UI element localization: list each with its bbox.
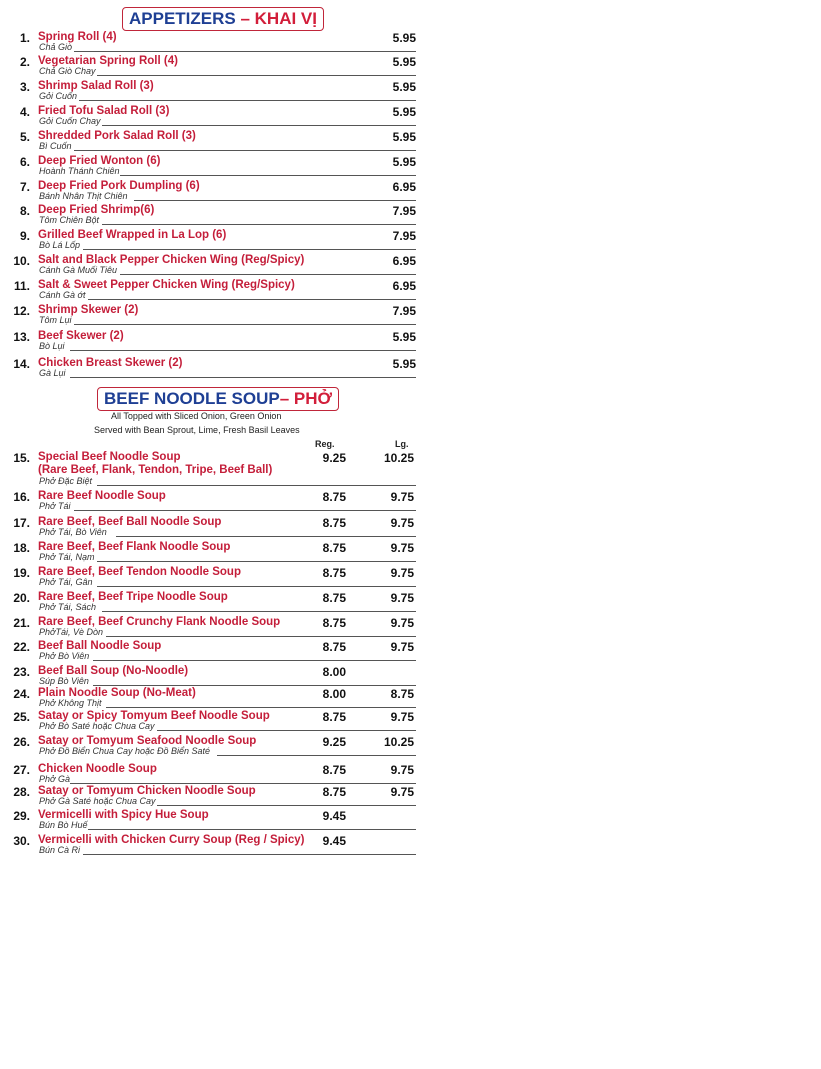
item-number: 14. [13, 357, 30, 371]
item-number: 6. [19, 155, 30, 169]
item-divider [97, 586, 416, 587]
item-vietnamese-name: Bò Lụi [39, 341, 65, 351]
item-vietnamese-name: Phở Đồ Biển Chua Cay hoặc Đồ Biển Saté [39, 746, 211, 756]
item-vietnamese-name: Phở Đặc Biệt [39, 476, 92, 486]
item-price: 7.95 [392, 229, 416, 243]
item-price: 5.95 [392, 80, 416, 94]
appetizers-title-sep: – [235, 9, 255, 28]
item-price-reg: 8.75 [322, 591, 346, 605]
item-vietnamese-name: Gỏi Cuốn [39, 91, 78, 101]
item-name: Fried Tofu Salad Roll (3) [38, 105, 170, 117]
pho-item [8, 516, 418, 540]
item-name: Deep Fried Pork Dumpling (6) [38, 180, 200, 192]
item-price-reg: 8.75 [322, 763, 346, 777]
item-name: Shrimp Skewer (2) [38, 304, 139, 316]
appetizer-item [8, 55, 418, 79]
item-price: 5.95 [392, 155, 416, 169]
appetizer-item [8, 80, 418, 104]
pho-item [8, 566, 418, 590]
item-number: 30. [13, 834, 30, 848]
item-number: 19. [13, 566, 30, 580]
item-divider [79, 100, 416, 101]
item-price: 6.95 [392, 180, 416, 194]
item-price: 5.95 [392, 55, 416, 69]
appetizer-item [8, 105, 418, 129]
item-number: 2. [19, 55, 30, 69]
item-number: 24. [13, 687, 30, 701]
pho-item [8, 640, 418, 664]
item-price-reg: 9.25 [322, 735, 346, 749]
item-vietnamese-name: PhởTái, Vè Dòn [39, 627, 103, 637]
item-vietnamese-name: Cánh Gà Muối Tiêu [39, 265, 117, 275]
item-divider [116, 536, 416, 537]
item-price-lg: 9.75 [390, 640, 414, 654]
item-name: Vermicelli with Chicken Curry Soup (Reg / Spicy) [38, 834, 305, 846]
item-price-lg: 10.25 [383, 451, 414, 465]
pho-item [8, 616, 418, 640]
item-number: 29. [13, 809, 30, 823]
appetizers-title-alt: KHAI VỊ [254, 9, 317, 28]
item-vietnamese-name: Phở Không Thịt [39, 698, 102, 708]
item-number: 8. [19, 204, 30, 218]
item-price-reg: 8.75 [322, 541, 346, 555]
pho-col-reg: Reg. [315, 439, 335, 449]
item-name-detail: (Rare Beef, Flank, Tendon, Tripe, Beef Ball) [38, 464, 273, 476]
item-vietnamese-name: Bún Bò Huế [39, 820, 88, 830]
item-vietnamese-name: Phở Gà Saté hoặc Chua Cay [39, 796, 156, 806]
pho-item [8, 541, 418, 565]
item-price-reg: 8.75 [322, 710, 346, 724]
item-vietnamese-name: Phở Tái, Sách [39, 602, 96, 612]
item-vietnamese-name: Gà Lụi [39, 368, 66, 378]
item-price-lg: 8.75 [390, 687, 414, 701]
appetizer-item [8, 330, 418, 354]
appetizer-item [8, 31, 418, 55]
item-price: 5.95 [392, 357, 416, 371]
item-number: 12. [13, 304, 30, 318]
item-price-lg: 9.75 [390, 516, 414, 530]
item-divider [83, 249, 416, 250]
pho-item [8, 710, 418, 734]
item-name: Rare Beef, Beef Crunchy Flank Noodle Soup [38, 616, 281, 628]
item-divider [70, 350, 416, 351]
item-number: 11. [13, 279, 30, 293]
item-price-lg: 10.25 [383, 735, 414, 749]
item-number: 3. [19, 80, 30, 94]
item-name: Shrimp Salad Roll (3) [38, 80, 154, 92]
item-price: 6.95 [392, 254, 416, 268]
item-name: Satay or Spicy Tomyum Beef Noodle Soup [38, 710, 270, 722]
item-name: Spring Roll (4) [38, 31, 117, 43]
item-name: Special Beef Noodle Soup [38, 451, 181, 463]
item-number: 20. [13, 591, 30, 605]
item-number: 27. [13, 763, 30, 777]
item-price-lg: 9.75 [390, 710, 414, 724]
item-number: 9. [19, 229, 30, 243]
item-price-reg: 8.75 [322, 785, 346, 799]
appetizer-item [8, 130, 418, 154]
item-vietnamese-name: Bún Cà Ri [39, 845, 81, 855]
item-price-reg: 9.25 [322, 451, 346, 465]
item-price-reg: 8.75 [322, 566, 346, 580]
pho-item [8, 763, 418, 787]
item-price-lg: 9.75 [390, 490, 414, 504]
item-divider [70, 783, 416, 784]
appetizer-item [8, 279, 418, 303]
pho-title-alt: PHỞ [293, 389, 332, 408]
item-number: 1. [19, 31, 30, 45]
item-vietnamese-name: Phở Bò Viên [39, 651, 90, 661]
item-name: Beef Skewer (2) [38, 330, 124, 342]
item-name: Chicken Noodle Soup [38, 763, 157, 775]
item-number: 28. [13, 785, 30, 799]
item-price: 7.95 [392, 304, 416, 318]
item-divider [97, 75, 416, 76]
item-name: Grilled Beef Wrapped in La Lop (6) [38, 229, 227, 241]
pho-item [8, 834, 418, 858]
item-divider [134, 200, 416, 201]
item-price-reg: 8.75 [322, 640, 346, 654]
pho-item [8, 490, 418, 514]
item-divider [157, 805, 416, 806]
item-price-reg: 9.45 [322, 834, 346, 848]
item-divider [102, 224, 416, 225]
pho-item [8, 665, 418, 689]
item-vietnamese-name: Phở Bò Saté hoặc Chua Cay [39, 721, 155, 731]
item-number: 18. [13, 541, 30, 555]
item-number: 21. [13, 616, 30, 630]
item-vietnamese-name: Chả Giò Chay [39, 66, 96, 76]
item-vietnamese-name: Phở Tái, Gân [39, 577, 93, 587]
appetizer-item [8, 254, 418, 278]
item-vietnamese-name: Bánh Nhân Thịt Chiên [39, 191, 128, 201]
item-price: 5.95 [392, 130, 416, 144]
pho-item [8, 591, 418, 615]
item-number: 17. [13, 516, 30, 530]
item-vietnamese-name: Tôm Lụi [39, 315, 72, 325]
item-name: Salt & Sweet Pepper Chicken Wing (Reg/Spicy) [38, 279, 295, 291]
pho-col-lg: Lg. [395, 439, 409, 449]
pho-item [8, 687, 418, 711]
item-price-lg: 9.75 [390, 566, 414, 580]
item-divider [157, 730, 416, 731]
item-price-lg: 9.75 [390, 616, 414, 630]
item-name: Rare Beef, Beef Ball Noodle Soup [38, 516, 222, 528]
item-price: 5.95 [392, 330, 416, 344]
pho-item [8, 809, 418, 833]
appetizer-item [8, 357, 418, 381]
item-number: 22. [13, 640, 30, 654]
appetizer-item [8, 229, 418, 253]
item-number: 25. [13, 710, 30, 724]
item-divider [88, 299, 416, 300]
item-number: 26. [13, 735, 30, 749]
pho-title-sep: – [279, 389, 294, 408]
item-name: Deep Fried Wonton (6) [38, 155, 161, 167]
appetizers-title [122, 7, 324, 31]
item-name: Satay or Tomyum Seafood Noodle Soup [38, 735, 257, 747]
item-price: 7.95 [392, 204, 416, 218]
pho-note-2: Served with Bean Sprout, Lime, Fresh Basil Leaves [94, 425, 300, 435]
item-divider [120, 175, 416, 176]
item-divider [97, 561, 416, 562]
item-name: Rare Beef, Beef Tripe Noodle Soup [38, 591, 228, 603]
item-divider [70, 377, 416, 378]
item-name: Rare Beef, Beef Flank Noodle Soup [38, 541, 231, 553]
item-divider [106, 636, 416, 637]
item-divider [97, 485, 416, 486]
item-vietnamese-name: Gỏi Cuốn Chay [39, 116, 101, 126]
item-vietnamese-name: Phở Tái [39, 501, 71, 511]
item-price-reg: 9.45 [322, 809, 346, 823]
item-number: 4. [19, 105, 30, 119]
item-name: Plain Noodle Soup (No-Meat) [38, 687, 196, 699]
item-divider [74, 150, 416, 151]
item-price-reg: 8.00 [322, 665, 346, 679]
item-vietnamese-name: Bò Lá Lốp [39, 240, 81, 250]
item-name: Beef Ball Noodle Soup [38, 640, 162, 652]
item-price-reg: 8.00 [322, 687, 346, 701]
item-name: Rare Beef Noodle Soup [38, 490, 166, 502]
item-name: Vegetarian Spring Roll (4) [38, 55, 178, 67]
item-price: 5.95 [392, 105, 416, 119]
item-name: Vermicelli with Spicy Hue Soup [38, 809, 209, 821]
item-divider [74, 51, 416, 52]
item-price-lg: 9.75 [390, 541, 414, 555]
pho-title-main: BEEF NOODLE SOUP [104, 389, 280, 408]
item-divider [74, 510, 416, 511]
item-vietnamese-name: Súp Bò Viên [39, 676, 89, 686]
item-divider [102, 611, 416, 612]
item-number: 5. [19, 130, 30, 144]
item-number: 23. [13, 665, 30, 679]
pho-item [8, 785, 418, 809]
item-vietnamese-name: Phở Tái, Bò Viên [39, 527, 107, 537]
item-number: 10. [13, 254, 30, 268]
item-name: Chicken Breast Skewer (2) [38, 357, 183, 369]
item-price: 5.95 [392, 31, 416, 45]
appetizer-item [8, 155, 418, 179]
item-number: 13. [13, 330, 30, 344]
item-divider [93, 660, 416, 661]
pho-note-1: All Topped with Sliced Onion, Green Onion [111, 411, 282, 421]
item-divider [106, 707, 416, 708]
item-divider [120, 274, 416, 275]
item-name: Shredded Pork Salad Roll (3) [38, 130, 196, 142]
item-name: Deep Fried Shrimp(6) [38, 204, 155, 216]
pho-item [8, 735, 418, 759]
item-vietnamese-name: Cánh Gà ớt [39, 290, 86, 300]
item-name: Beef Ball Soup (No-Noodle) [38, 665, 189, 677]
item-number: 7. [19, 180, 30, 194]
item-divider [93, 685, 416, 686]
appetizer-item [8, 304, 418, 328]
item-vietnamese-name: Phở Gà [39, 774, 70, 784]
item-divider [217, 755, 416, 756]
item-price-lg: 9.75 [390, 785, 414, 799]
appetizers-title-main: APPETIZERS [129, 9, 236, 28]
item-vietnamese-name: Hoành Thánh Chiên [39, 166, 120, 176]
item-price: 6.95 [392, 279, 416, 293]
item-vietnamese-name: Phở Tái, Nạm [39, 552, 95, 562]
item-price-reg: 8.75 [322, 616, 346, 630]
item-name: Rare Beef, Beef Tendon Noodle Soup [38, 566, 241, 578]
pho-item [8, 451, 418, 489]
appetizer-item [8, 180, 418, 204]
item-price-reg: 8.75 [322, 490, 346, 504]
item-divider [83, 854, 416, 855]
item-divider [88, 829, 416, 830]
item-price-lg: 9.75 [390, 763, 414, 777]
item-name: Salt and Black Pepper Chicken Wing (Reg/Spicy) [38, 254, 305, 266]
item-name: Satay or Tomyum Chicken Noodle Soup [38, 785, 256, 797]
item-vietnamese-name: Tôm Chiên Bột [39, 215, 100, 225]
pho-title [97, 387, 339, 411]
item-divider [102, 125, 416, 126]
item-vietnamese-name: Bì Cuốn [39, 141, 72, 151]
item-number: 15. [13, 451, 30, 465]
item-price-reg: 8.75 [322, 516, 346, 530]
appetizer-item [8, 204, 418, 228]
item-divider [74, 324, 416, 325]
item-vietnamese-name: Chả Giò [39, 42, 73, 52]
item-number: 16. [13, 490, 30, 504]
item-price-lg: 9.75 [390, 591, 414, 605]
